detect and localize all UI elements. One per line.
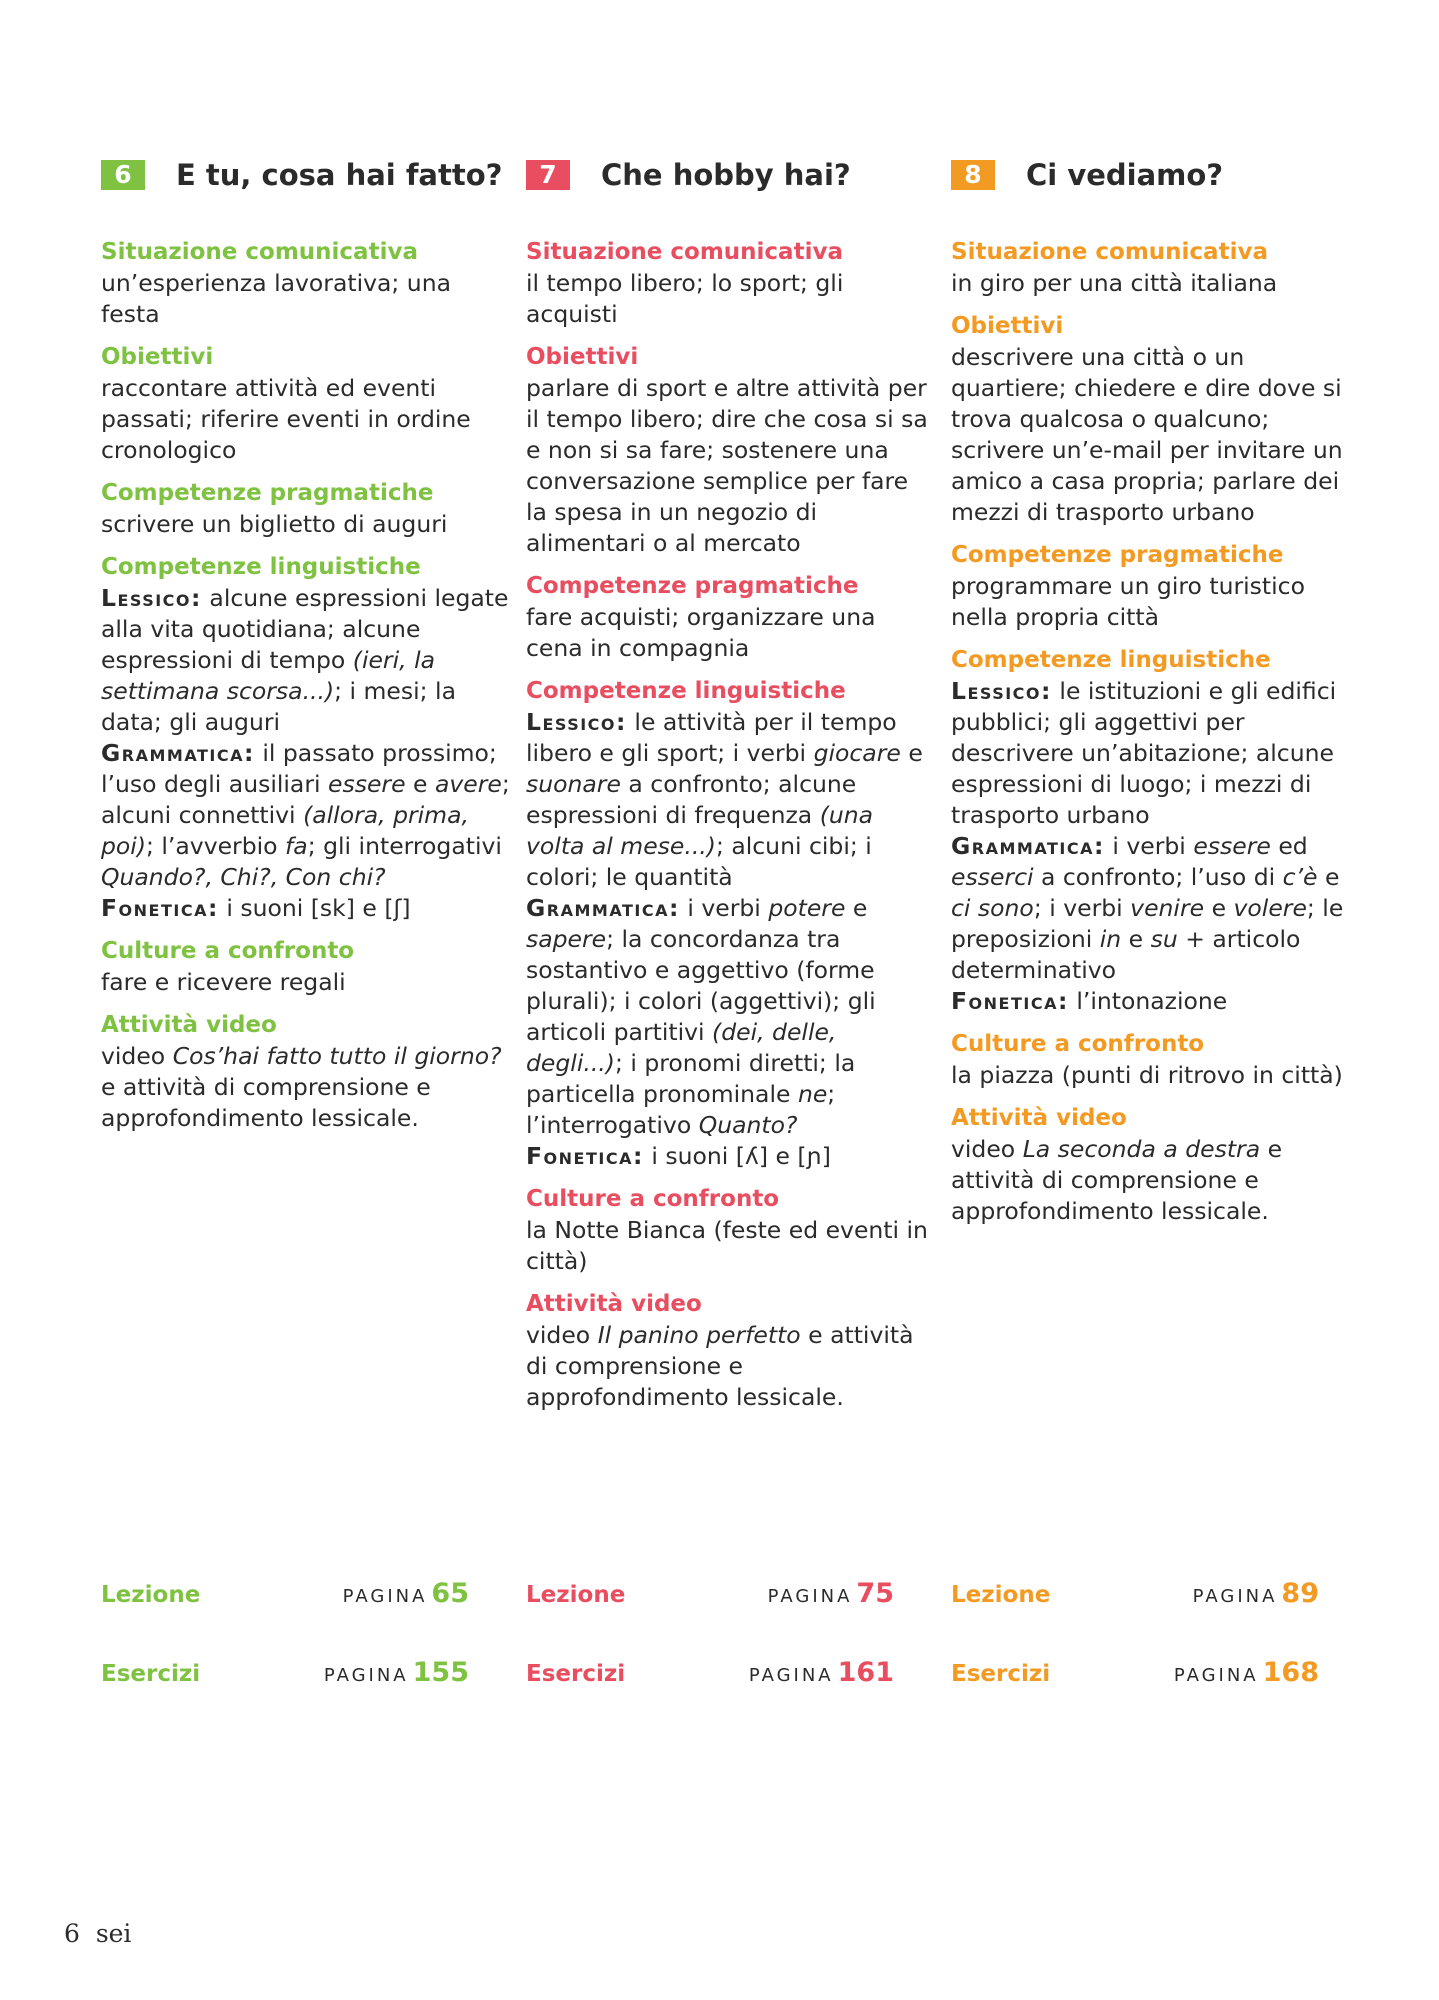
obiettivi-text: parlare di sport e altre attività per il tempo libero; dire che cosa si sa e non si sa fare; sostenere una conversazione semplice per fare la spesa in un negozio di alimentari o al mercato — [526, 374, 928, 557]
lezione-label: Lezione — [951, 1582, 1051, 1608]
grammatica-text: Grammatica: i verbi essere ed esserci a confronto; l’uso di c’è e ci sono; i verbi venire e volere; le preposizioni in e su + articolo determinativo — [951, 832, 1344, 984]
fonetica-text: Fonetica: i suoni [ʎ] e [ɲ] — [526, 1142, 831, 1170]
esercizi-page: PAGINA 155 — [323, 1657, 469, 1688]
pragmatiche-text: fare acquisti; organizzare una cena in compagnia — [526, 603, 876, 662]
unit-7-video — [526, 1289, 936, 1413]
video-text: video La seconda a destra e attività di comprensione e approfondimento lessicale. — [951, 1135, 1283, 1225]
grammatica-text: Grammatica: i verbi potere e sapere; la concordanza tra sostantivo e aggettivo (forme plurali); i colori (aggettivi); gli articoli partitivi (dei, delle, degli...); i pronomi diretti; la particella pronominale ne; l’interrogativo Quanto? — [526, 894, 876, 1139]
unit-6-culture — [101, 936, 511, 998]
unit-7-obiettivi — [526, 342, 936, 559]
video-label: Attività video — [101, 1012, 277, 1038]
obiettivi-text: raccontare attività ed eventi passati; riferire eventi in ordine cronologico — [101, 374, 471, 464]
esercizi-page: PAGINA 161 — [748, 1657, 894, 1688]
unit-8-obiettivi — [951, 311, 1361, 528]
pragmatiche-label: Competenze pragmatiche — [951, 542, 1284, 568]
unit-8-lezione-ref — [951, 1578, 1319, 1609]
unit-6-situazione — [101, 237, 511, 330]
pragmatiche-text: scrivere un biglietto di auguri — [101, 510, 448, 538]
page-number: 6 sei — [64, 1919, 132, 1948]
unit-6-linguistiche — [101, 552, 511, 924]
situazione-text: in giro per una città italiana — [951, 269, 1278, 297]
unit-6-title: E tu, cosa hai fatto? — [176, 158, 503, 192]
culture-text: la piazza (punti di ritrovo in città) — [951, 1061, 1343, 1089]
unit-8-culture — [951, 1029, 1361, 1091]
obiettivi-text: descrivere una città o un quartiere; chiedere e dire dove si trova qualcosa o qualcuno; scrivere un’e-mail per invitare un amico a casa propria; parlare dei mezzi di trasporto urbano — [951, 343, 1343, 526]
unit-7-culture — [526, 1184, 936, 1277]
esercizi-label: Esercizi — [101, 1661, 201, 1687]
situazione-text: un’esperienza lavorativa; una festa — [101, 269, 451, 328]
unit-8-situazione — [951, 237, 1361, 299]
linguistiche-label: Competenze linguistiche — [101, 554, 421, 580]
obiettivi-label: Obiettivi — [101, 344, 214, 370]
linguistiche-label: Competenze linguistiche — [526, 678, 846, 704]
esercizi-label: Esercizi — [526, 1661, 626, 1687]
lezione-page: PAGINA 65 — [342, 1578, 469, 1609]
video-label: Attività video — [526, 1291, 702, 1317]
unit-8-linguistiche — [951, 645, 1361, 1017]
linguistiche-label: Competenze linguistiche — [951, 647, 1271, 673]
unit-7-linguistiche — [526, 676, 936, 1172]
unit-6-number: 6 — [101, 160, 145, 190]
unit-6-obiettivi — [101, 342, 511, 466]
unit-7-pragmatiche — [526, 571, 936, 664]
video-text: video Cos’hai fatto tutto il giorno? e attività di comprensione e approfondimento lessicale. — [101, 1042, 502, 1132]
obiettivi-label: Obiettivi — [526, 344, 639, 370]
pragmatiche-text: programmare un giro turistico nella propria città — [951, 572, 1305, 631]
esercizi-label: Esercizi — [951, 1661, 1051, 1687]
situazione-label: Situazione comunicativa — [526, 239, 843, 265]
situazione-text: il tempo libero; lo sport; gli acquisti — [526, 269, 844, 328]
situazione-label: Situazione comunicativa — [951, 239, 1268, 265]
obiettivi-label: Obiettivi — [951, 313, 1064, 339]
lezione-label: Lezione — [526, 1582, 626, 1608]
fonetica-text: Fonetica: l’intonazione — [951, 987, 1228, 1015]
culture-label: Culture a confronto — [526, 1186, 780, 1212]
unit-6-pragmatiche — [101, 478, 511, 540]
pragmatiche-label: Competenze pragmatiche — [526, 573, 859, 599]
lessico-text: Lessico: alcune espressioni legate alla vita quotidiana; alcune espressioni di tempo (ieri, la settimana scorsa...); i mesi; la data; gli auguri — [101, 584, 509, 736]
video-label: Attività video — [951, 1105, 1127, 1131]
unit-8-number: 8 — [951, 160, 995, 190]
unit-7-lezione-ref — [526, 1578, 894, 1609]
situazione-label: Situazione comunicativa — [101, 239, 418, 265]
lessico-text: Lessico: le istituzioni e gli edifici pubblici; gli aggettivi per descrivere un’abitazione; alcune espressioni di luogo; i mezzi di trasporto urbano — [951, 677, 1337, 829]
unit-7-column — [526, 155, 936, 1425]
esercizi-page: PAGINA 168 — [1173, 1657, 1319, 1688]
lessico-text: Lessico: le attività per il tempo libero e gli sport; i verbi giocare e suonare a confronto; alcune espressioni di frequenza (una volta al mese...); alcuni cibi; i colori; le quantità — [526, 708, 923, 891]
unit-6-lezione-ref — [101, 1578, 469, 1609]
unit-7-title: Che hobby hai? — [601, 158, 851, 192]
unit-8-video — [951, 1103, 1361, 1227]
fonetica-text: Fonetica: i suoni [sk] e [ʃ] — [101, 894, 411, 922]
lezione-label: Lezione — [101, 1582, 201, 1608]
lezione-page: PAGINA 89 — [1192, 1578, 1319, 1609]
unit-6-column — [101, 155, 511, 1146]
culture-text: la Notte Bianca (feste ed eventi in città) — [526, 1216, 928, 1275]
lezione-page: PAGINA 75 — [767, 1578, 894, 1609]
unit-8-header — [951, 155, 1361, 195]
culture-label: Culture a confronto — [101, 938, 355, 964]
unit-7-number: 7 — [526, 160, 570, 190]
grammatica-text: Grammatica: il passato prossimo; l’uso degli ausiliari essere e avere; alcuni connettivi (allora, prima, poi); l’avverbio fa; gli interrogativi Quando?, Chi?, Con chi? — [101, 739, 510, 891]
unit-7-header — [526, 155, 936, 195]
unit-8-pragmatiche — [951, 540, 1361, 633]
unit-7-esercizi-ref — [526, 1657, 894, 1688]
unit-8-esercizi-ref — [951, 1657, 1319, 1688]
culture-label: Culture a confronto — [951, 1031, 1205, 1057]
video-text: video Il panino perfetto e attività di comprensione e approfondimento lessicale. — [526, 1321, 914, 1411]
unit-8-column — [951, 155, 1361, 1239]
culture-text: fare e ricevere regali — [101, 968, 346, 996]
unit-6-video — [101, 1010, 511, 1134]
unit-7-situazione — [526, 237, 936, 330]
pragmatiche-label: Competenze pragmatiche — [101, 480, 434, 506]
unit-6-header — [101, 155, 511, 195]
unit-8-title: Ci vediamo? — [1026, 158, 1224, 192]
unit-6-esercizi-ref — [101, 1657, 469, 1688]
